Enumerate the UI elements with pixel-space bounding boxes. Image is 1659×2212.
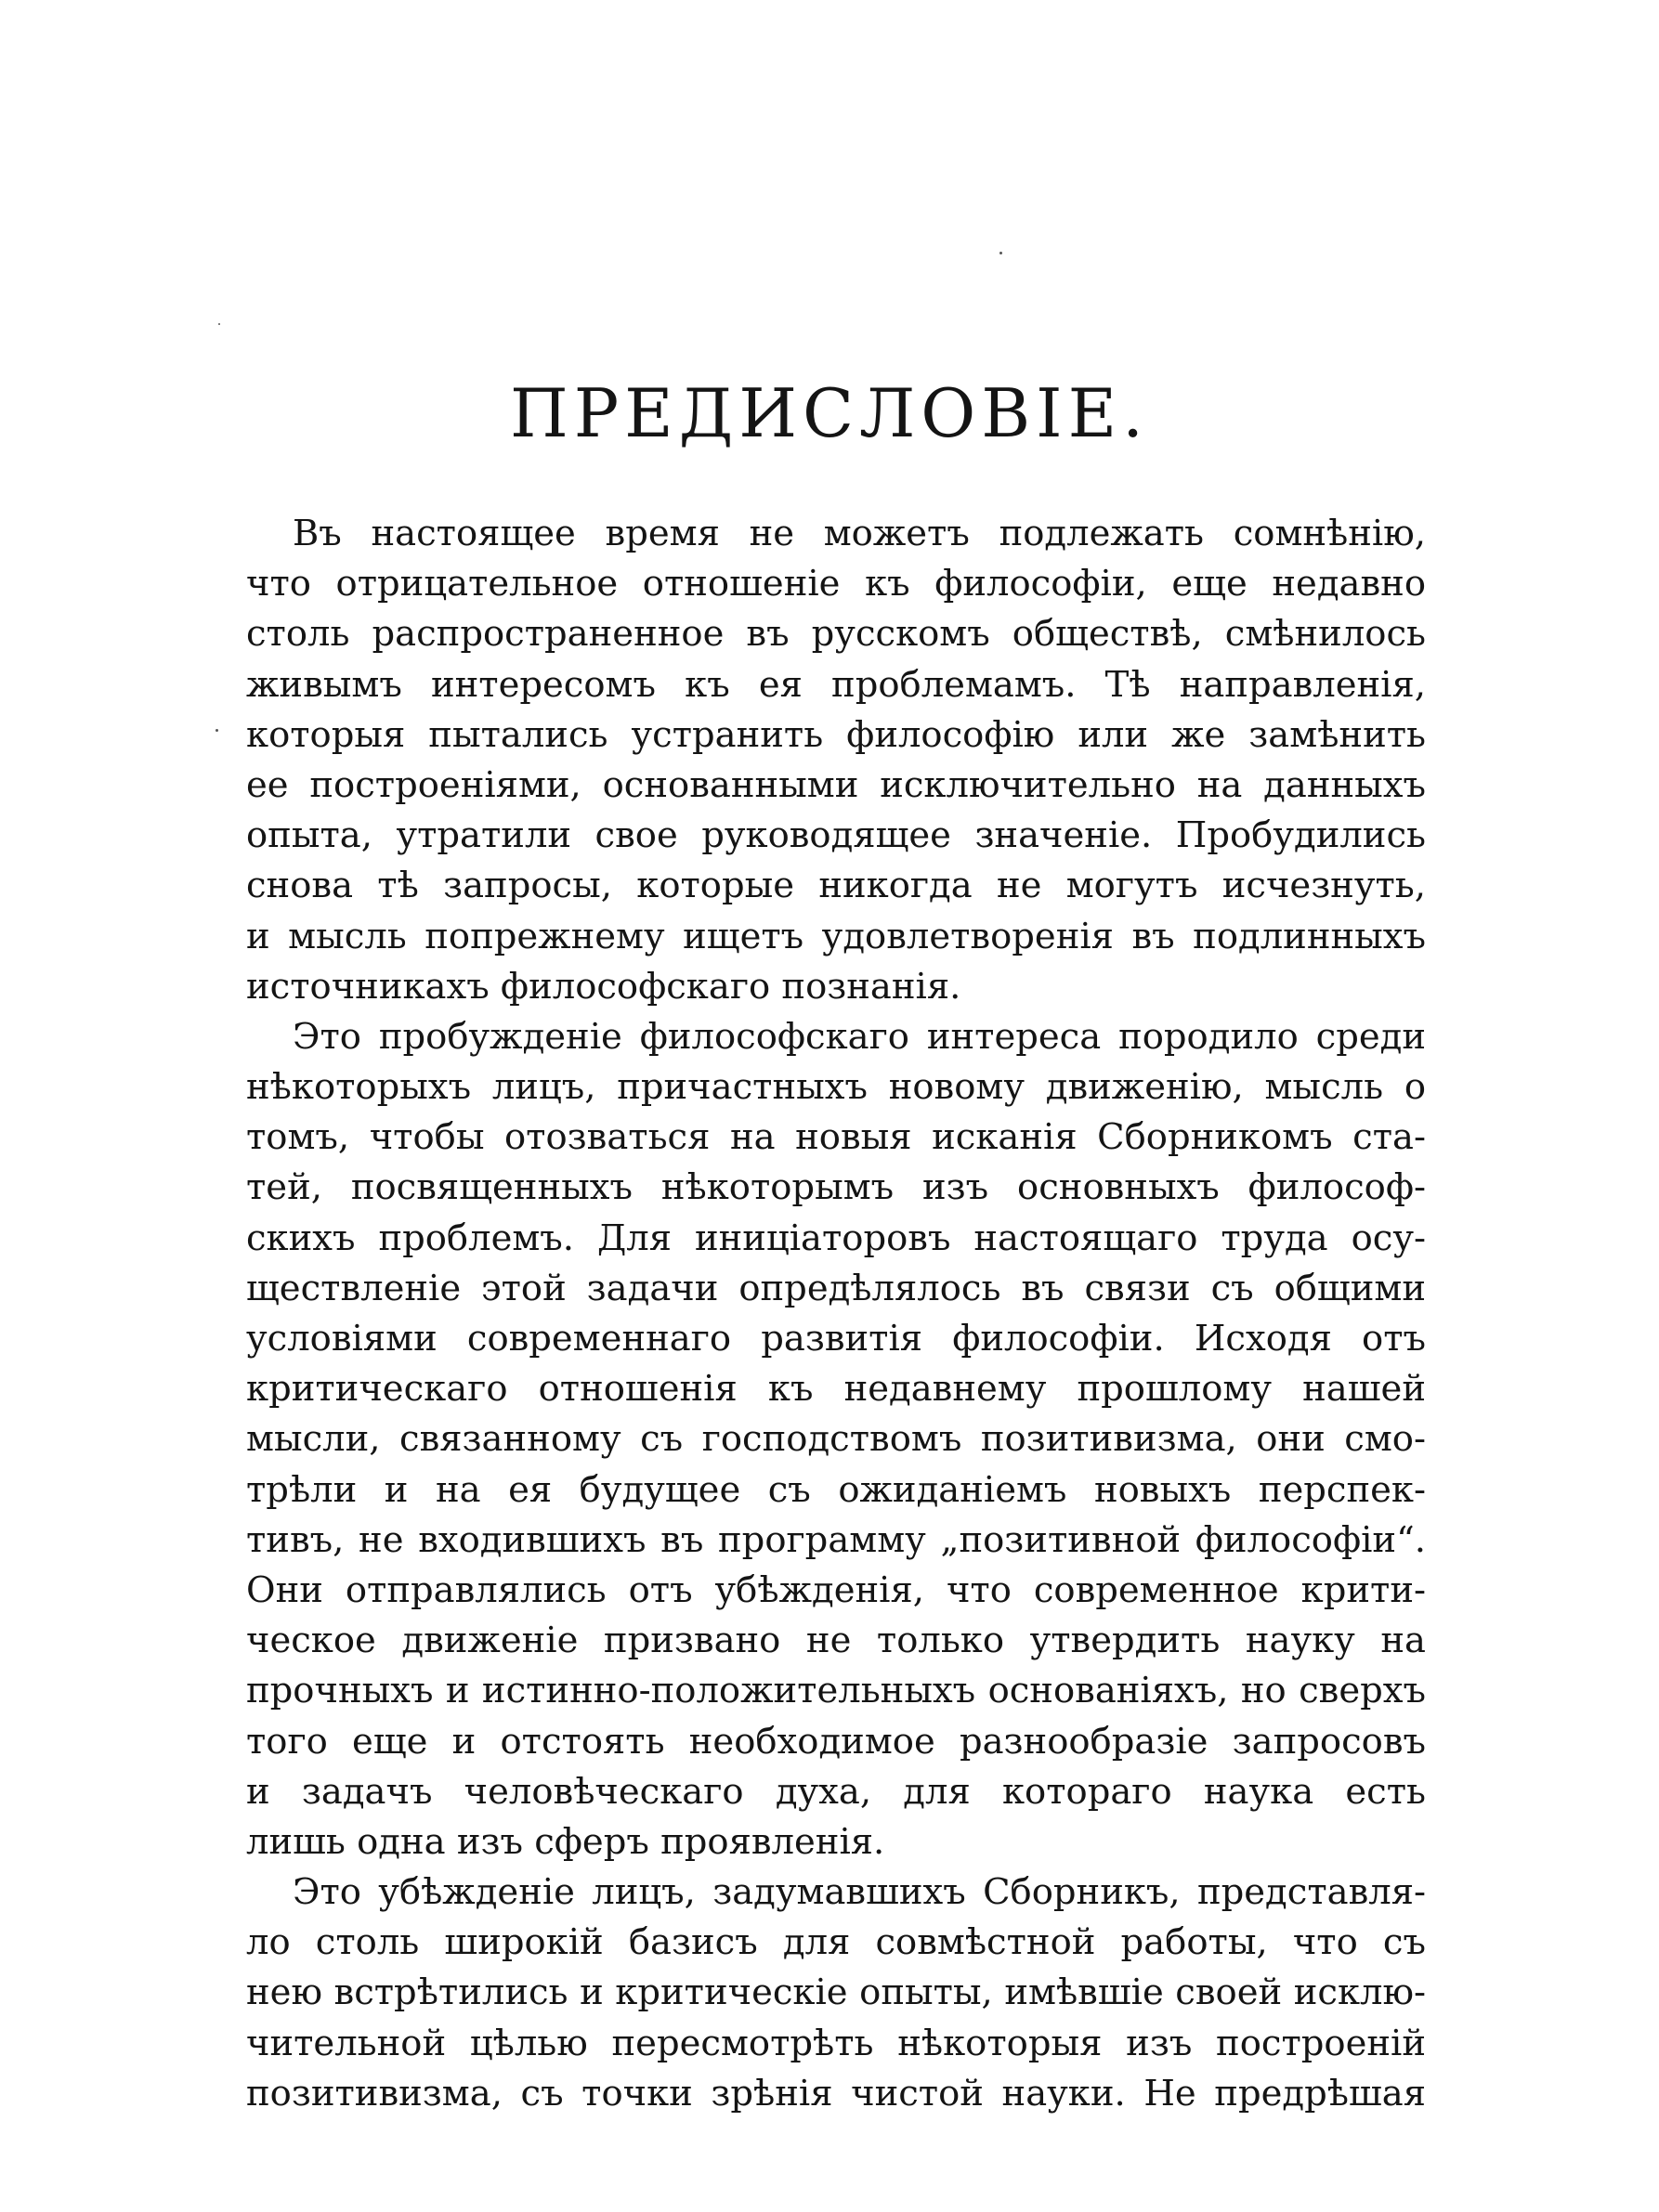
text-line: ее построеніями, основанными исключительно на данныхъ (246, 763, 1426, 806)
text-line: Въ настоящее время не можетъ подлежать сомнѣнію, (293, 513, 1426, 554)
paragraph (246, 1867, 1426, 2119)
text-line: трѣли и на ея будущее съ ожиданіемъ новыхъ перспек- (246, 1468, 1426, 1511)
text-line: критическаго отношенія къ недавнему прошлому нашей (246, 1368, 1426, 1411)
text-line: скихъ проблемъ. Для иниціаторовъ настоящаго труда осу- (246, 1217, 1426, 1259)
text-line: Это пробужденіе философскаго интереса породило среди (293, 1015, 1426, 1058)
text-line: и задачъ человѣческаго духа, для котораго наука есть (246, 1770, 1426, 1813)
paragraph (246, 1012, 1426, 1867)
text-line: столь распространенное въ русскомъ обществѣ, смѣнилось (246, 613, 1426, 656)
page-title: ПРЕДИСЛОВІЕ. (509, 374, 1150, 452)
text-line: нѣкоторыхъ лицъ, причастныхъ новому движенію, мысль о (246, 1066, 1426, 1109)
text-line: нею встрѣтились и критическіе опыты, имѣвшіе своей исклю- (246, 1971, 1426, 2014)
text-line: Это убѣжденіе лицъ, задумавшихъ Сборникъ, представля- (293, 1871, 1426, 1914)
body-text (246, 509, 1426, 2119)
text-line: Они отправлялись отъ убѣжденія, что современное крити- (246, 1568, 1426, 1611)
text-line: ществленіе этой задачи опредѣлялось въ связи съ общими (246, 1267, 1426, 1309)
text-line: лишь одна изъ сферъ проявленія. (246, 1820, 885, 1863)
text-line: снова тѣ запросы, которые никогда не могутъ исчезнуть, (246, 865, 1426, 907)
text-line: живымъ интересомъ къ ея проблемамъ. Тѣ направленія, (246, 663, 1426, 706)
text-line: того еще и отстоять необходимое разнообразіе запросовъ (246, 1720, 1426, 1763)
text-line: мысли, связанному съ господствомъ позитивизма, они смо- (246, 1418, 1426, 1461)
text-line: опыта, утратили свое руководящее значеніе. Пробудились (246, 814, 1426, 857)
text-line: и мысль попрежнему ищетъ удовлетворенія въ подлинныхъ (246, 915, 1426, 957)
print-speck (218, 323, 220, 325)
text-line: тей, посвященныхъ нѣкоторымъ изъ основныхъ философ- (246, 1166, 1426, 1209)
text-line: прочныхъ и истинно-положительныхъ основаніяхъ, но сверхъ (246, 1670, 1426, 1712)
text-line: томъ, чтобы отозваться на новыя исканія Сборникомъ ста- (246, 1116, 1426, 1159)
text-line: условіями современнаго развитія философіи. Исходя отъ (246, 1318, 1426, 1360)
text-line: ло столь широкій базисъ для совмѣстной работы, что съ (246, 1921, 1426, 1964)
text-line: ческое движеніе призвано не только утвердить науку на (246, 1620, 1426, 1662)
print-speck (999, 252, 1002, 254)
text-line: чительной цѣлью пересмотрѣть нѣкоторыя изъ построеній (246, 2022, 1426, 2064)
text-line: которыя пытались устранить философію или же замѣнить (246, 713, 1426, 756)
text-line: что отрицательное отношеніе къ философіи, еще недавно (246, 563, 1426, 605)
text-line: тивъ, не входившихъ въ программу „позитивной философіи“. (246, 1518, 1426, 1561)
text-line: позитивизма, съ точки зрѣнія чистой науки. Не предрѣшая (246, 2072, 1426, 2114)
print-speck (216, 729, 218, 732)
paragraph (246, 509, 1426, 1012)
text-line: источникахъ философскаго познанія. (246, 965, 961, 1008)
